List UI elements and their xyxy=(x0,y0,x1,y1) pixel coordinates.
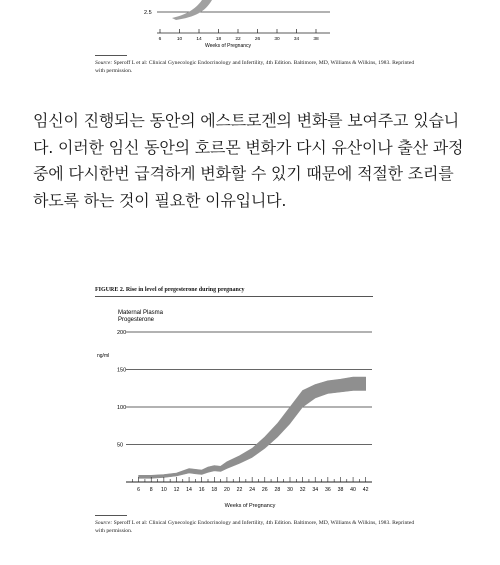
x-tick-label: 36 xyxy=(324,487,331,493)
x-tick-label: 32 xyxy=(299,487,306,493)
bottom-source-note xyxy=(95,519,425,535)
top-x-tick-label: 30 xyxy=(274,37,280,42)
top-x-tick-label: 14 xyxy=(196,37,202,42)
top-chart xyxy=(0,0,500,52)
top-x-tick-label: 34 xyxy=(293,37,300,42)
top-x-tick-label: 18 xyxy=(215,37,222,42)
top-x-tick-label: 10 xyxy=(176,37,183,42)
top-source-text: Speroff L et al: Clinical Gynecologic Endocrinology and Infertility, 4th Edition. Baltimore, MD, Williams & Wilkins, 1983. Reprinted with permission. xyxy=(95,60,415,74)
progesterone-chart xyxy=(0,300,500,515)
top-x-ticks xyxy=(159,29,319,42)
y-unit-label: ng/ml xyxy=(97,353,110,359)
y-tick-label: 150 xyxy=(117,367,127,374)
top-x-label: Weeks of Pregnancy xyxy=(204,43,252,49)
series-area xyxy=(139,377,366,478)
x-tick-label: 28 xyxy=(274,487,281,493)
x-tick-label: 12 xyxy=(173,487,180,493)
x-tick-label: 14 xyxy=(186,487,192,493)
x-tick-label: 42 xyxy=(362,487,369,493)
bottom-source-rule xyxy=(95,515,127,516)
x-tick-label: 26 xyxy=(261,487,268,493)
y-tick-label: 100 xyxy=(117,405,127,411)
y-label-line-2: Progesterone xyxy=(118,317,155,323)
x-tick-label: 18 xyxy=(211,487,218,493)
x-tick-label: 10 xyxy=(160,487,167,493)
x-tick-label: 22 xyxy=(236,487,243,493)
x-tick-label: 16 xyxy=(198,487,205,493)
body-paragraph: 임신이 진행되는 동안의 에스트로겐의 변화를 보여주고 있습니다. 이러한 임신 동안의 호르몬 변화가 다시 유산이나 출산 과정 중에 다시한번 급격하게 변화할 수 있기 때문에 적절한 조리를 하도록 하는 것이 필요한 이유입니다. xyxy=(33,111,464,210)
y-tick-label: 200 xyxy=(117,330,127,336)
top-x-tick-label: 6 xyxy=(158,37,162,42)
x-tick-label: 38 xyxy=(337,487,344,493)
y-label-line-1: Maternal Plasma xyxy=(118,310,164,316)
top-source-note xyxy=(95,59,425,75)
x-tick-label: 20 xyxy=(224,487,230,493)
x-tick-label: 24 xyxy=(249,487,256,493)
x-tick-label: 6 xyxy=(137,487,141,493)
bottom-source-label: Source: xyxy=(95,520,113,526)
x-tick-label: 8 xyxy=(149,487,153,493)
x-tick-label: 40 xyxy=(350,487,356,493)
top-x-tick-label: 22 xyxy=(235,37,241,42)
top-x-tick-label: 26 xyxy=(254,37,261,42)
figure-caption-rule xyxy=(95,296,373,297)
top-series-band xyxy=(172,0,212,20)
x-axis-label: Weeks of Pregnancy xyxy=(224,503,276,509)
y-tick-label: 50 xyxy=(117,442,124,449)
top-y-tick: 2.5 xyxy=(144,10,152,16)
series-band xyxy=(139,377,366,478)
top-source-rule xyxy=(95,55,127,56)
bottom-source-text: Speroff L et al: Clinical Gynecologic Endocrinology and Infertility, 4th Edition. Baltimore, MD, Williams & Wilkins, 1983. Reprinted with permission. xyxy=(95,520,415,534)
top-source-label: Source: xyxy=(95,60,113,66)
x-tick-label: 30 xyxy=(287,487,293,493)
x-tick-label: 34 xyxy=(312,487,319,493)
x-axis xyxy=(126,477,372,493)
top-x-tick-label: 38 xyxy=(313,37,319,42)
figure-caption: FIGURE 2. Rise in level of pregesterone during pregnancy xyxy=(95,287,245,293)
